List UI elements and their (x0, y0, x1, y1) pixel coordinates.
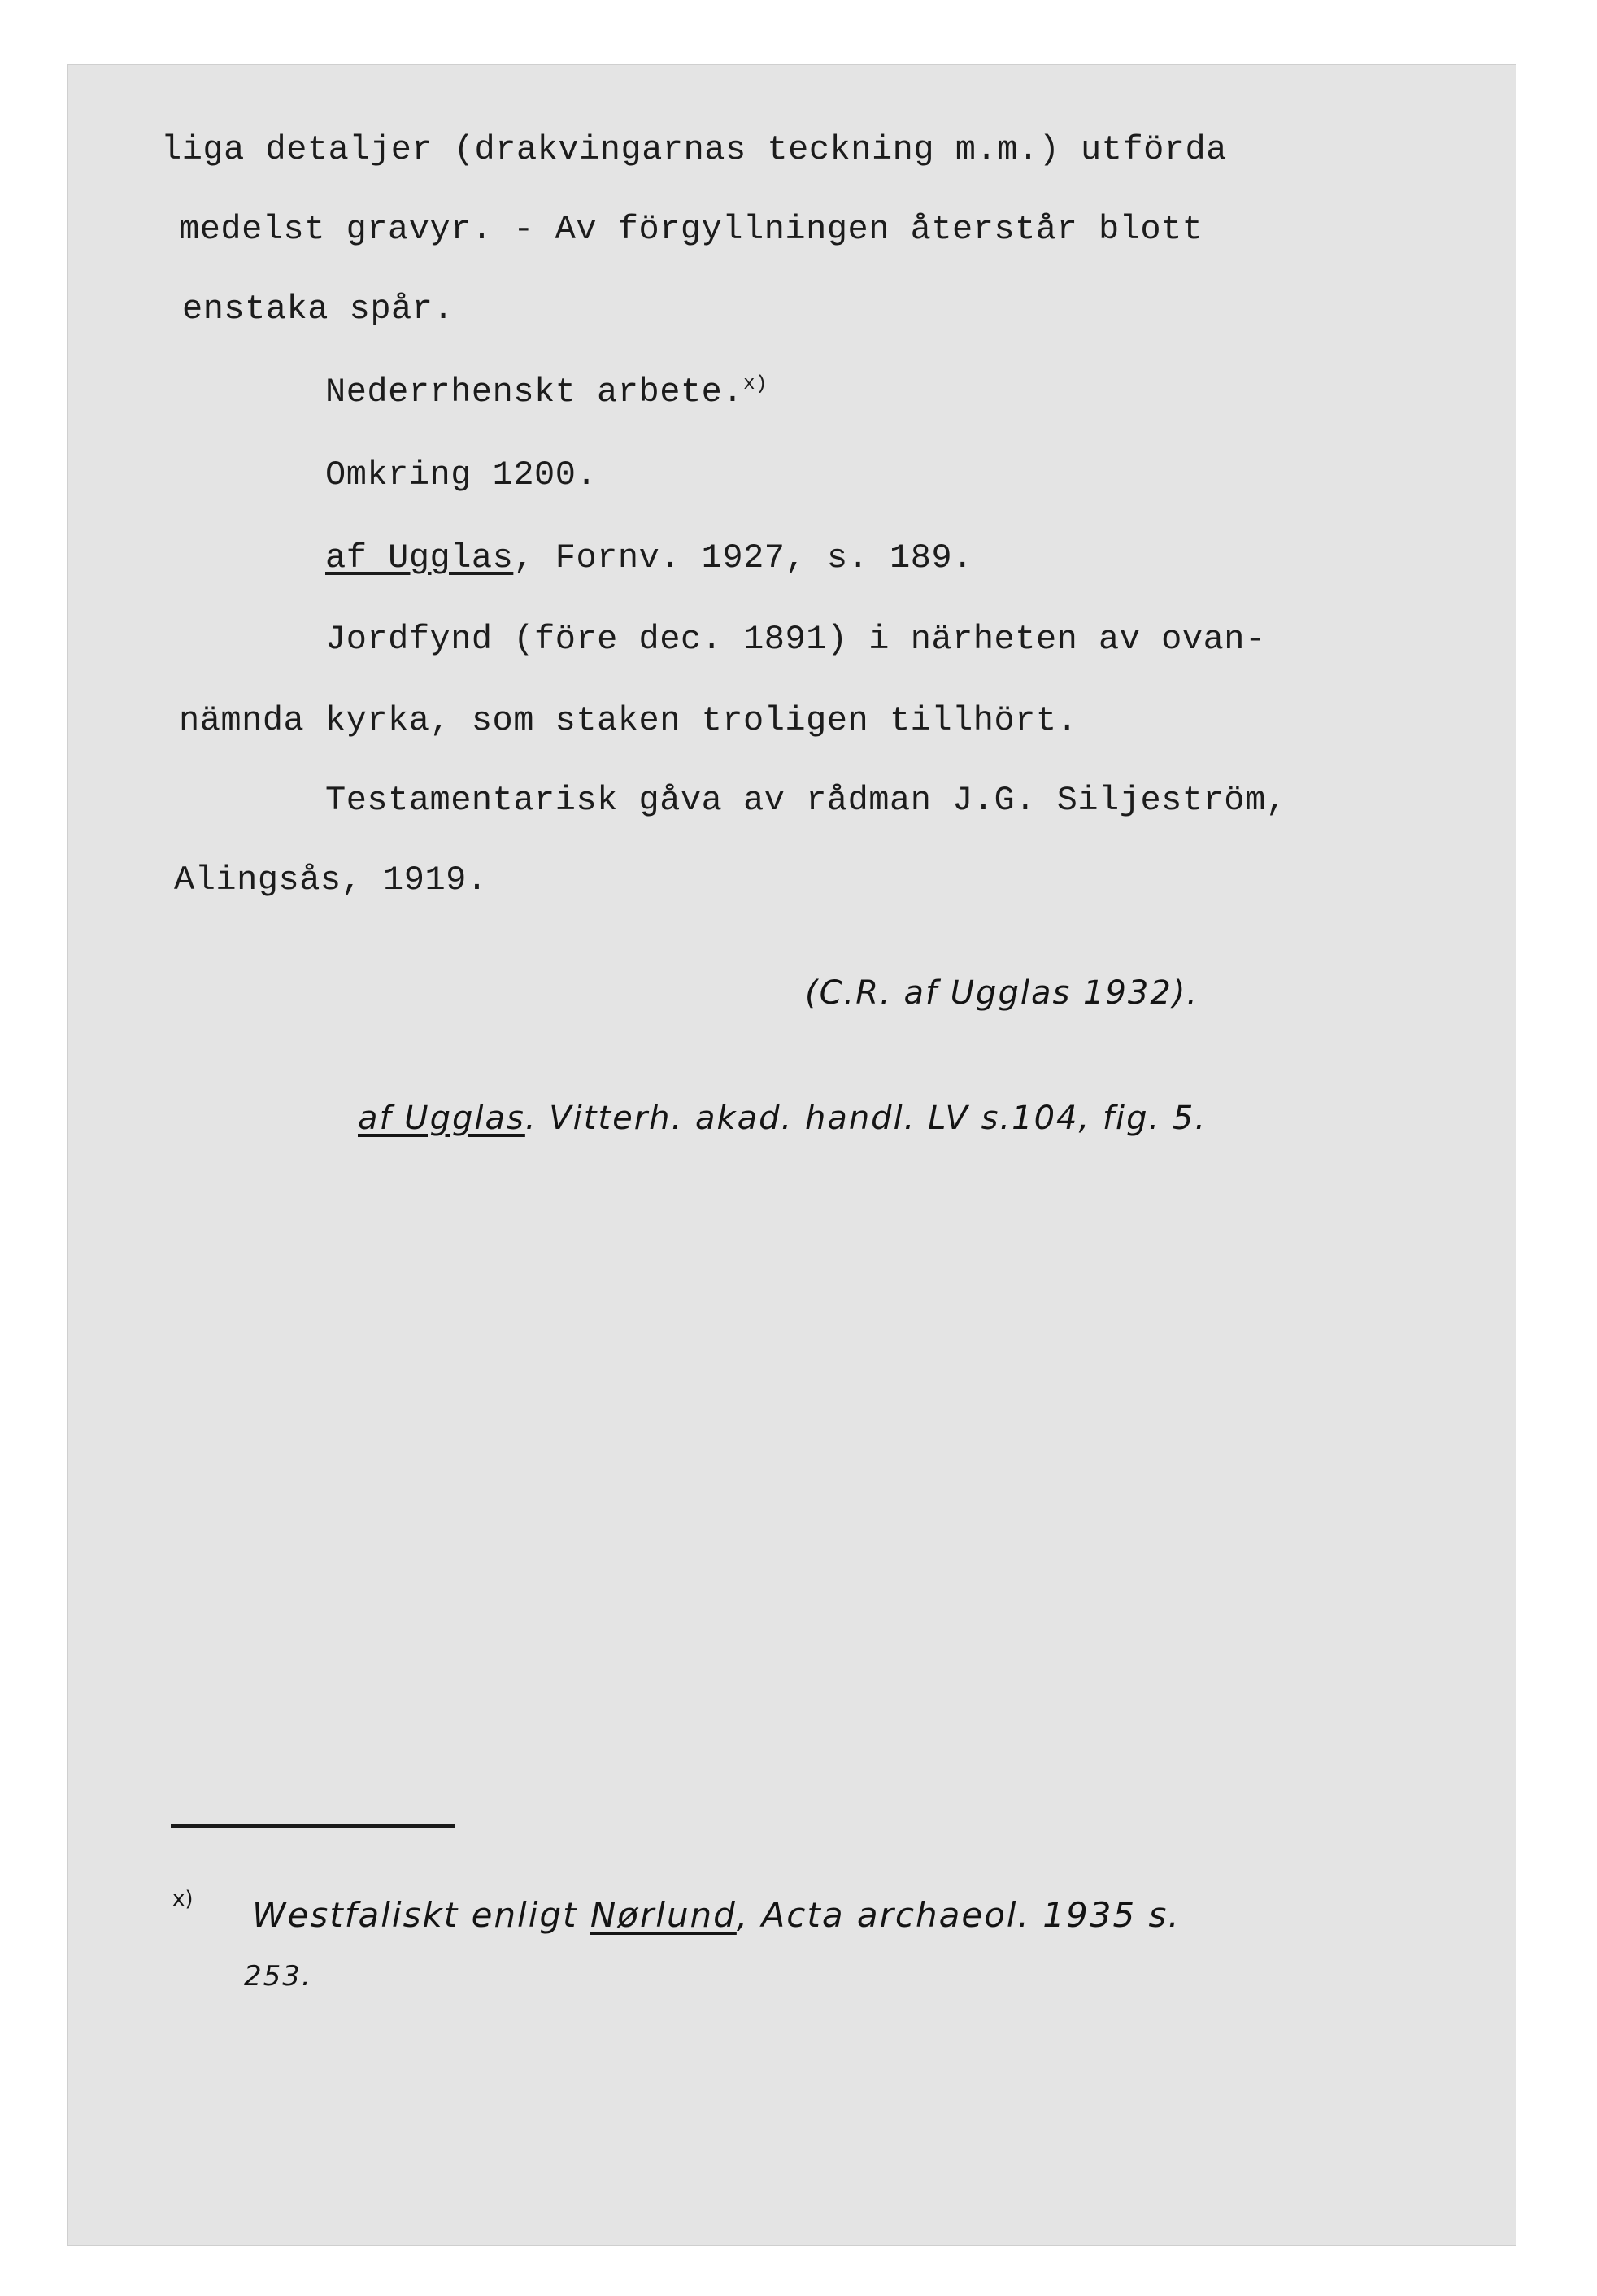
typed-line-1: liga detaljer (drakvingarnas teckning m.m.) utförda (161, 130, 1227, 169)
typed-line-10: Alingsås, 1919. (174, 860, 488, 900)
typed-line-3: enstaka spår. (182, 290, 455, 329)
reference-details: , Fornv. 1927, s. 189. (513, 538, 973, 577)
handwritten-footnote-page: 253. (244, 1960, 312, 1993)
typed-line-8: nämnda kyrka, som staken troligen tillhört. (179, 701, 1078, 740)
typed-line-9: Testamentarisk gåva av rådman J.G. Siljeström, (325, 781, 1287, 820)
typed-line-4 (325, 373, 768, 412)
typed-line-7: Jordfynd (före dec. 1891) i närheten av ovan- (325, 620, 1266, 659)
handwritten-author-signature: (C.R. af Ugglas 1932). (805, 974, 1199, 1012)
typed-line-5: Omkring 1200. (325, 455, 598, 494)
reference-author-underlined: af Ugglas (325, 538, 514, 577)
handwritten-reference-author: af Ugglas (358, 1100, 525, 1137)
footnote-marker: x) (172, 1887, 194, 1911)
typed-line-6 (325, 538, 973, 577)
typed-line-4-text: Nederrhenskt arbete. (325, 373, 744, 412)
handwritten-reference-rest: . Vitterh. akad. handl. LV s.104, fig. 5. (524, 1100, 1208, 1137)
handwritten-footnote-text: Westfaliskt enligt (252, 1895, 578, 1935)
handwritten-footnote-rest: , Acta archaeol. 1935 s. (736, 1895, 1181, 1935)
footnote-divider (171, 1824, 455, 1828)
handwritten-reference (358, 1100, 1207, 1137)
typed-line-2: medelst gravyr. - Av förgyllningen återstår blott (179, 210, 1203, 249)
handwritten-footnote-author: Nørlund (590, 1895, 737, 1935)
footnote-reference-mark: x) (743, 373, 768, 395)
handwritten-footnote (252, 1895, 1181, 1935)
